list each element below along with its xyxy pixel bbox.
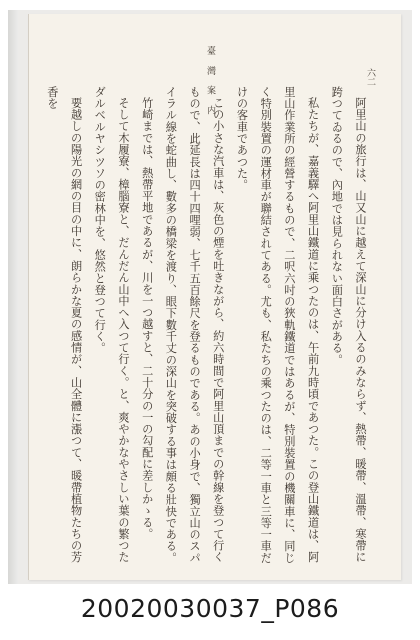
paragraph: この小さな汽車は、灰色の煙を吐きながら、約六時間で阿里山頂までの幹線を登つて行くもので、此延長は四十四哩弱、七千五百餘尺を登るものである。あの小身で、獨立山のスパイラル線を蛇曲し、數多の橋梁を渡り、眼下數千丈の深山を突破する事は頗る壯快である。: [164, 86, 225, 564]
running-head: 臺 灣 案 内: [205, 46, 215, 119]
paragraph: 阿里山の旅行は、山又山に越えて深山に分け入るのみならず、熱帶、暖帶、溫帶、寒帶に跨つてゐるので、內地では見られない面白さがある。: [330, 86, 367, 564]
paragraph: 要越しの陽光の網の目の中に、朗らかな夏の感情が、山全體に漲つて、暖帶植物たちの芳香を: [45, 86, 83, 564]
body-text: [45, 86, 372, 570]
paragraph: そして木履寮、樟腦寮と、だんだん山中へ入つて行く。と、爽やかなやさしい葉の繁つたダルベルヤシツソの密林中を、悠然と登つて行く。: [93, 86, 130, 564]
paragraph: 私たちが、嘉義驛へ阿里山鐵道に乘つたのは、午前九時頃であつた。この登山鐵道は、阿里山作業所の經營するもので、二呎六吋の狹軌鐵道ではあるが、特別裝置の機關車に、同じく特別裝置の運材車が聯結されてある。尤も、私たちの乘つたのは、二等一車と三等一車だけの客車であつた。: [235, 86, 320, 564]
page-number: 六二: [365, 68, 375, 86]
paragraph: 竹崎までは、熱帶平地であるが、川を一つ越すと、二十分の一の勾配に差しかゝる。: [140, 97, 154, 540]
image-id-caption: 20020030037_P086: [80, 594, 340, 623]
